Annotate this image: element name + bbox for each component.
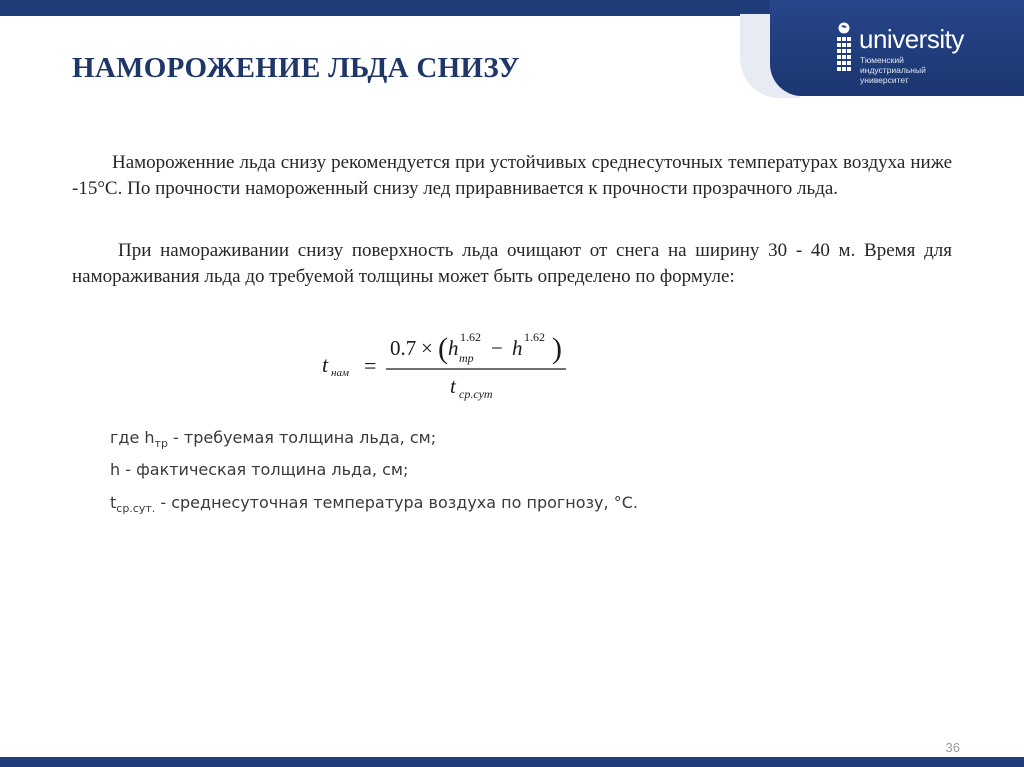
formula-open-paren: (	[438, 332, 448, 365]
legend-item-t-avg: $t_{ср.сут.}$ - среднесуточная температура воздуха по прогнозу, °С.	[110, 493, 638, 516]
formula-denominator: t	[450, 374, 456, 398]
formula-lhs-sub: нам	[331, 367, 349, 379]
bottom-accent-bar	[0, 757, 1024, 767]
formula-equals: =	[364, 353, 377, 378]
formula-lhs: t	[322, 352, 329, 377]
university-logo-icon	[836, 22, 852, 80]
page-number: 36	[945, 740, 960, 755]
legend-item-h: h - фактическая толщина льда, см;	[110, 460, 409, 479]
formula-exponent2: 1.62	[524, 330, 545, 344]
paragraph-freezing-conditions: Намороженние льда снизу рекомендуется при устойчивых среднесуточных температурах воздуха ниже -15°С. По прочности намороженный снизу лед приравнивается к прочности прозрачного льда.	[72, 152, 952, 199]
formula-h-tr-sub: тр	[459, 351, 474, 365]
formula-times: ×	[421, 336, 433, 360]
formula-h: h	[512, 336, 523, 360]
slide-title: НАМОРОЖЕНИЕ ЛЬДА СНИЗУ	[72, 52, 520, 84]
formula-h-tr: h	[448, 336, 459, 360]
logo-wordmark: university	[859, 24, 964, 54]
logo-subtitle: Тюменский индустриальный университет	[860, 55, 926, 85]
formula-coefficient: 0.7	[390, 336, 417, 360]
legend-item-h-tr: где $h_{тр}$ - требуемая толщина льда, см;	[110, 428, 437, 451]
freezing-time-formula	[320, 325, 580, 405]
paragraph-freezing-time: При намораживании снизу поверхность льда очищают от снега на ширину 30 - 40 м. Время для намораживания льда до требуемой толщины может быть определено по формуле:	[72, 240, 952, 287]
formula-close-paren: )	[552, 332, 562, 365]
formula-denominator-sub: ср.сут	[459, 387, 493, 401]
formula-exponent1: 1.62	[460, 330, 481, 344]
formula-minus: −	[491, 336, 503, 360]
